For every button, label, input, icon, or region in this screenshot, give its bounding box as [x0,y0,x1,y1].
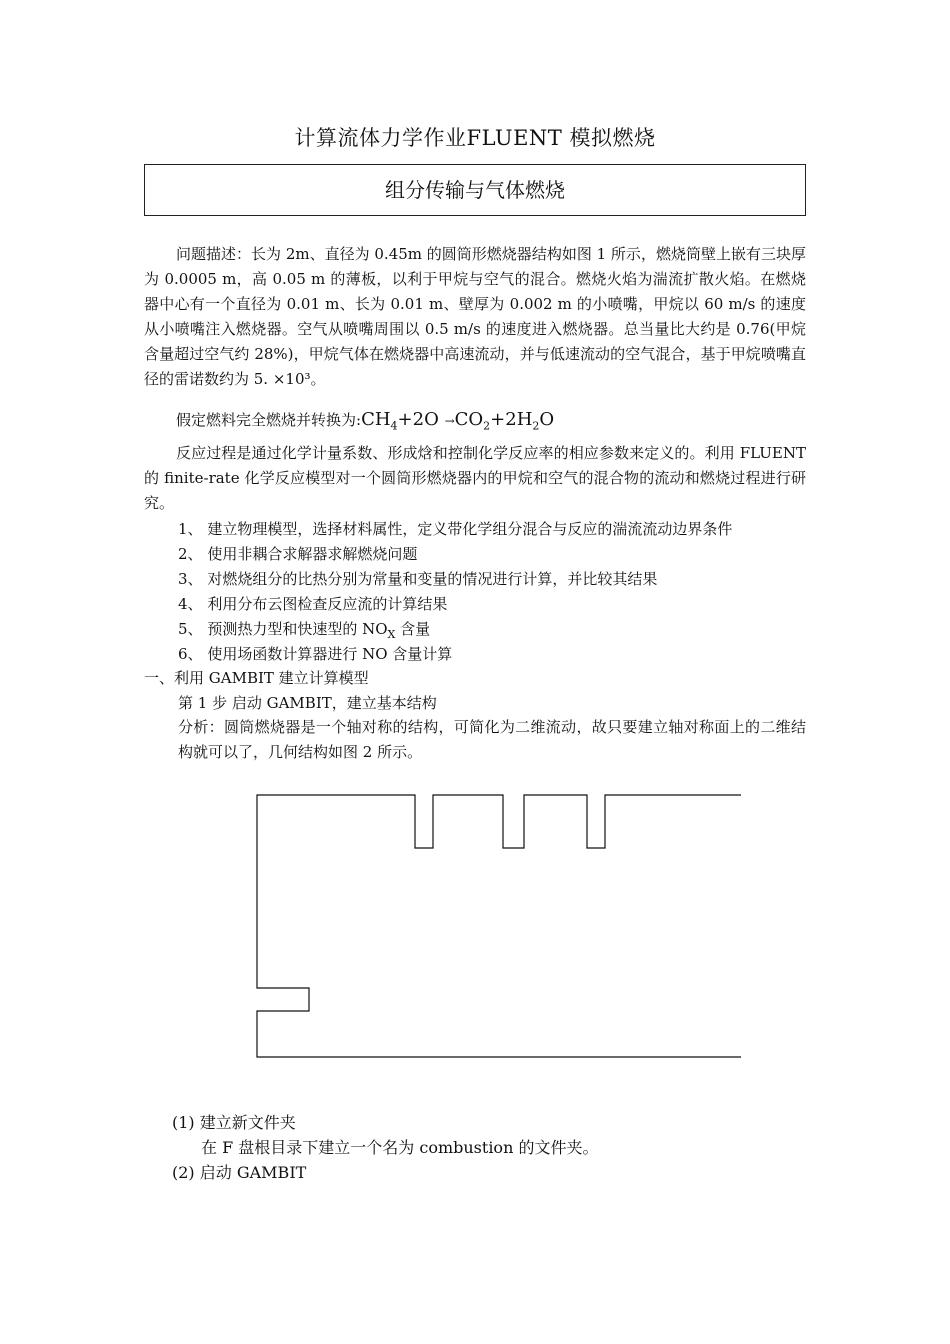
reaction-description: 反应过程是通过化学计量系数、形成焓和控制化学反应率的相应参数来定义的。利用 FLUENT 的 finite-rate 化学反应模型对一个圆筒形燃烧器内的甲烷和空气的混合物的流动和燃烧过程进行研究。 [144,444,806,512]
subsection-text: 在 F 盘根目录下建立一个名为 combustion 的文件夹。 [201,1138,599,1157]
list-item: 4、 利用分布云图检查反应流的计算结果 [178,595,448,613]
list-item: 1、 建立物理模型，选择材料属性，定义带化学组分混合与反应的湍流流动边界条件 [178,520,733,538]
list-item: 3、 对燃烧组分的比热分别为常量和变量的情况进行计算，并比较其结果 [178,570,658,588]
step-title: 第 1 步 启动 GAMBIT，建立基本结构 [178,694,437,712]
chemical-formula: $CH_4+2O \to CO_2+2H_2O$ [361,409,555,433]
section-heading: 组分传输与气体燃烧 [385,178,565,202]
subsection-label: (1) 建立新文件夹 [172,1113,296,1132]
subsection-label: (2) 启动 GAMBIT [172,1163,307,1182]
burner-outline [257,795,741,1057]
page-title: 计算流体力学作业FLUENT 模拟燃烧 [294,126,656,150]
reaction-prefix: 假定燃料完全燃烧并转换为: [176,411,362,429]
analysis-text: 分析：圆筒燃烧器是一个轴对称的结构，可简化为二维流动，故只要建立轴对称面上的二维结构就可以了，几何结构如图 2 所示。 [178,718,806,761]
list-item: 2、 使用非耦合求解器求解燃烧问题 [178,545,418,563]
list-item: 6、 使用场函数计算器进行 NO 含量计算 [178,645,453,663]
section-title: 一、利用 GAMBIT 建立计算模型 [144,669,369,687]
problem-description: 问题描述：长为 2m、直径为 0.45m 的圆筒形燃烧器结构如图 1 所示，燃烧筒壁上嵌有三块厚为 0.0005 m，高 0.05 m 的薄板，以利于甲烷与空气的混合。燃烧火焰为湍流扩散火焰。在燃烧器中心有一个直径为 0.01 m、长为 0.01 m、壁厚为 0.002 m 的小喷嘴，甲烷以 60 m/s 的速度从小喷嘴注入燃烧器。空气从喷嘴周围以 0.5 m/s 的速度进入燃烧器。总当量比大约是 0.76(甲烷含量超过空气约 28%)，甲烷气体在燃烧器中高速流动，并与低速流动的空气混合，基于甲烷喷嘴直径的雷诺数约为 5. ×10³。 [144,245,806,388]
list-item: 5、 预测热力型和快速型的 $NO_X$ 含量 [178,620,431,641]
